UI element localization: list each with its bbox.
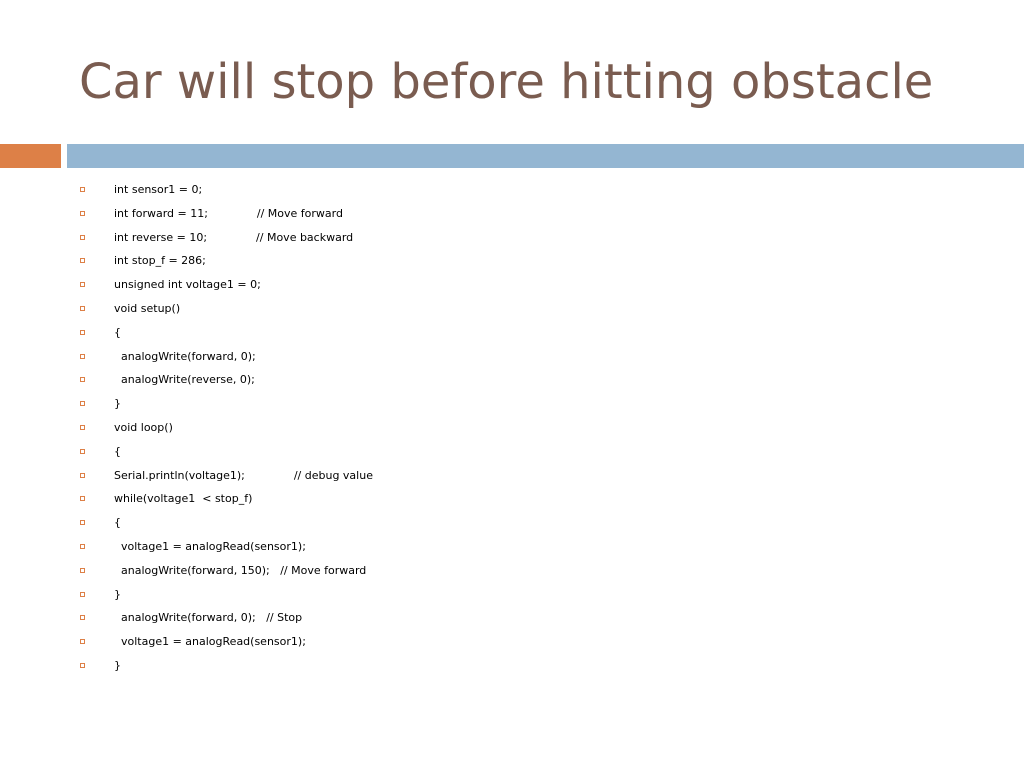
square-bullet-icon — [80, 520, 85, 525]
square-bullet-icon — [80, 425, 85, 430]
code-line-text: analogWrite(forward, 150); // Move forward — [114, 563, 367, 577]
code-line-text: while(voltage1 < stop_f) — [114, 492, 253, 506]
code-line-text: void setup() — [114, 301, 181, 315]
code-line-text: int forward = 11; // Move forward — [114, 206, 343, 220]
square-bullet-icon — [80, 330, 85, 335]
square-bullet-icon — [80, 401, 85, 406]
accent-bar-blue — [67, 144, 1024, 168]
square-bullet-icon — [80, 663, 85, 668]
square-bullet-icon — [80, 592, 85, 597]
square-bullet-icon — [80, 377, 85, 382]
slide-title: Car will stop before hitting obstacle — [79, 54, 934, 110]
code-line-text: void loop() — [114, 420, 173, 434]
accent-bar-orange — [0, 144, 61, 168]
code-line-text: analogWrite(forward, 0); // Stop — [114, 611, 303, 625]
code-line-text: { — [114, 444, 121, 458]
code-line-text: { — [114, 325, 121, 339]
code-line-text: unsigned int voltage1 = 0; — [114, 278, 261, 292]
square-bullet-icon — [80, 211, 85, 216]
code-line-text: voltage1 = analogRead(sensor1); — [114, 635, 306, 649]
code-line-text: Serial.println(voltage1); // debug value — [114, 468, 373, 482]
square-bullet-icon — [80, 282, 85, 287]
code-line-text: int stop_f = 286; — [114, 254, 206, 268]
code-line-text: voltage1 = analogRead(sensor1); — [114, 539, 306, 553]
square-bullet-icon — [80, 258, 85, 263]
code-line-text: analogWrite(reverse, 0); — [114, 373, 255, 387]
square-bullet-icon — [80, 568, 85, 573]
square-bullet-icon — [80, 544, 85, 549]
square-bullet-icon — [80, 615, 85, 620]
square-bullet-icon — [80, 449, 85, 454]
square-bullet-icon — [80, 235, 85, 240]
square-bullet-icon — [80, 306, 85, 311]
square-bullet-icon — [80, 187, 85, 192]
code-line-text: int reverse = 10; // Move backward — [114, 230, 354, 244]
square-bullet-icon — [80, 473, 85, 478]
code-line-text: } — [114, 587, 121, 601]
code-line-text: } — [114, 397, 121, 411]
square-bullet-icon — [80, 496, 85, 501]
code-line-text: analogWrite(forward, 0); — [114, 349, 256, 363]
code-line-text: } — [114, 658, 121, 672]
square-bullet-icon — [80, 639, 85, 644]
square-bullet-icon — [80, 354, 85, 359]
code-line-text: { — [114, 516, 121, 530]
code-line-text: int sensor1 = 0; — [114, 183, 203, 196]
